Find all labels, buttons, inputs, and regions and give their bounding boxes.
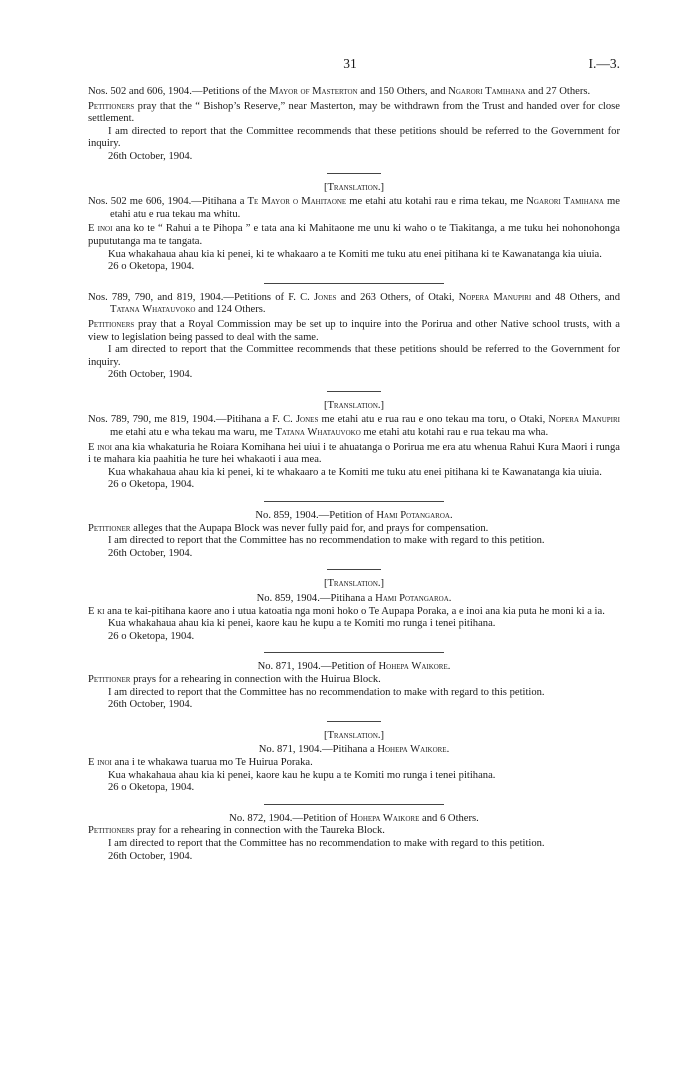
petition-title: No. 872, 1904.—Petition of Hohepa Waikore and 6 Others.: [229, 812, 479, 824]
translation-heading: [Translation.]: [323, 578, 385, 590]
committee-report: I am directed to report that the Committee recommends that these petitions should be referred to the Government for inquiry.: [88, 344, 620, 368]
committee-report: I am directed to report that the Committee has no recommendation to make with regard to this petition.: [108, 535, 545, 547]
petition-title: No. 871, 1904.—Petition of Hohepa Waikore.: [257, 661, 451, 673]
petition-section: [88, 661, 620, 804]
report-date: 26th October, 1904.: [108, 699, 193, 711]
section-divider: [327, 721, 381, 722]
section-divider: [264, 283, 444, 284]
section-divider: [264, 652, 444, 653]
committee-report: I am directed to report that the Committee recommends that these petitions should be referred to the Government for inquiry.: [88, 125, 620, 150]
committee-report: I am directed to report that the Committee has no recommendation to make with regard to this petition.: [108, 837, 545, 849]
committee-report: I am directed to report that the Committee has no recommendation to make with regard to this petition.: [108, 686, 545, 698]
translation-body: E inoi ana i te whakawa tuarua mo Te Huirua Poraka.: [88, 756, 313, 768]
petition-title: No. 859, 1904.—Petition of Hami Potangaroa.: [255, 510, 453, 522]
translation-title: No. 871, 1904.—Pitihana a Hohepa Waikore.: [258, 744, 450, 756]
report-date: 26th October, 1904.: [108, 369, 193, 381]
section-divider: [264, 501, 444, 502]
petition-section: [88, 813, 620, 863]
section-divider: [264, 804, 444, 805]
petition-section: [88, 86, 620, 284]
translation-report: Kua whakahaua ahau kia ki penei, ki te whakaaro a te Komiti me tuku atu enei pitihana ki te Kawanatanga kia uiuia.: [108, 248, 602, 260]
translation-date: 26 o Oketopa, 1904.: [108, 630, 195, 642]
translation-heading: [Translation.]: [323, 729, 385, 741]
report-date: 26th October, 1904.: [108, 547, 193, 559]
translation-heading: [Translation.]: [323, 181, 385, 193]
page-reference: I.—3.: [588, 56, 620, 71]
translation-body: E ki ana te kai-pitihana kaore ano i utua katoatia nga moni hoko o Te Aupapa Poraka, a e inoi ana kia puta he moni ki a ia.: [88, 605, 605, 617]
petition-title: Nos. 789, 790, and 819, 1904.—Petitions of F. C. Jones and 263 Others, of Otaki, Nopera Manupiri and 48 Others, and Tatana Whatauvoko and 124 Others.: [88, 291, 621, 316]
translation-date: 26 o Oketopa, 1904.: [108, 261, 195, 273]
translation-date: 26 o Oketopa, 1904.: [108, 782, 195, 794]
petition-body: Petitioner alleges that the Aupapa Block was never fully paid for, and prays for compensation.: [88, 522, 489, 534]
translation-report: Kua whakahaua ahau kia ki penei, kaore kau he kupu a te Komiti mo runga i tenei pitihana.: [108, 769, 496, 781]
petition-body: Petitioners pray that the “ Bishop’s Reserve,” near Masterton, may be withdrawn from the Trust and handed over for close settlement.: [88, 100, 620, 125]
section-divider: [327, 569, 381, 570]
translation-title: Nos. 789, 790, me 819, 1904.—Pitihana a F. C. Jones me etahi atu e rua rau e ono tekau ma toru, o Otaki, Nopera Manupiri me etahi atu e wha tekau ma waru, me Tatana Whatauvoko me etahi atu kotahi rau e rua tekau ma wha.: [88, 414, 620, 439]
petition-section: [88, 510, 620, 653]
translation-report: Kua whakahaua ahau kia ki penei, ki te whakaaro a te Komiti me tuku atu enei pitihana ki te Kawanatanga kia uiuia.: [108, 466, 602, 478]
translation-report: Kua whakahaua ahau kia ki penei, kaore kau he kupu a te Komiti mo runga i tenei pitihana.: [108, 618, 496, 630]
translation-heading: [Translation.]: [323, 399, 385, 411]
translation-body: E inoi ana kia whakaturia he Roiara Komihana hei uiui i te ahuatanga o Porirua me era atu whenua Rahui Kura Maori i runga i te mahara kia paahitia he ture hei whakaoti i aua mea.: [88, 441, 620, 466]
translation-body: E inoi ana ko te “ Rahui a te Pihopa ” e tata ana ki Mahitaone me unu ki waho o te Tiakitanga, a me tuku hei nohonohonga pupututanga ma te tangata.: [88, 223, 620, 247]
content-column: [88, 86, 620, 863]
report-date: 26th October, 1904.: [108, 150, 193, 162]
page-number: 31: [343, 56, 357, 71]
petition-body: Petitioners pray for a rehearing in connection with the Taureka Block.: [88, 825, 385, 837]
translation-date: 26 o Oketopa, 1904.: [108, 479, 195, 491]
report-date: 26th October, 1904.: [108, 850, 193, 862]
translation-title: Nos. 502 me 606, 1904.—Pitihana a Te Mayor o Mahitaone me etahi atu kotahi rau e rima tekau, me Ngarori Tamihana me etahi atu e rua tekau ma whitu.: [88, 196, 620, 220]
petition-body: Petitioner prays for a rehearing in connection with the Huirua Block.: [88, 673, 381, 685]
section-divider: [327, 173, 381, 174]
petition-section: [88, 292, 620, 502]
petition-body: Petitioners pray that a Royal Commission may be set up to inquire into the Porirua and other Native school trusts, with a view to legislation being passed to deal with the same.: [88, 318, 620, 343]
translation-title: No. 859, 1904.—Pitihana a Hami Potangaroa.: [256, 593, 452, 604]
petition-title: Nos. 502 and 606, 1904.—Petitions of the Mayor of Masterton and 150 Others, and Ngarori Tamihana and 27 Others.: [88, 86, 591, 97]
section-divider: [327, 391, 381, 392]
